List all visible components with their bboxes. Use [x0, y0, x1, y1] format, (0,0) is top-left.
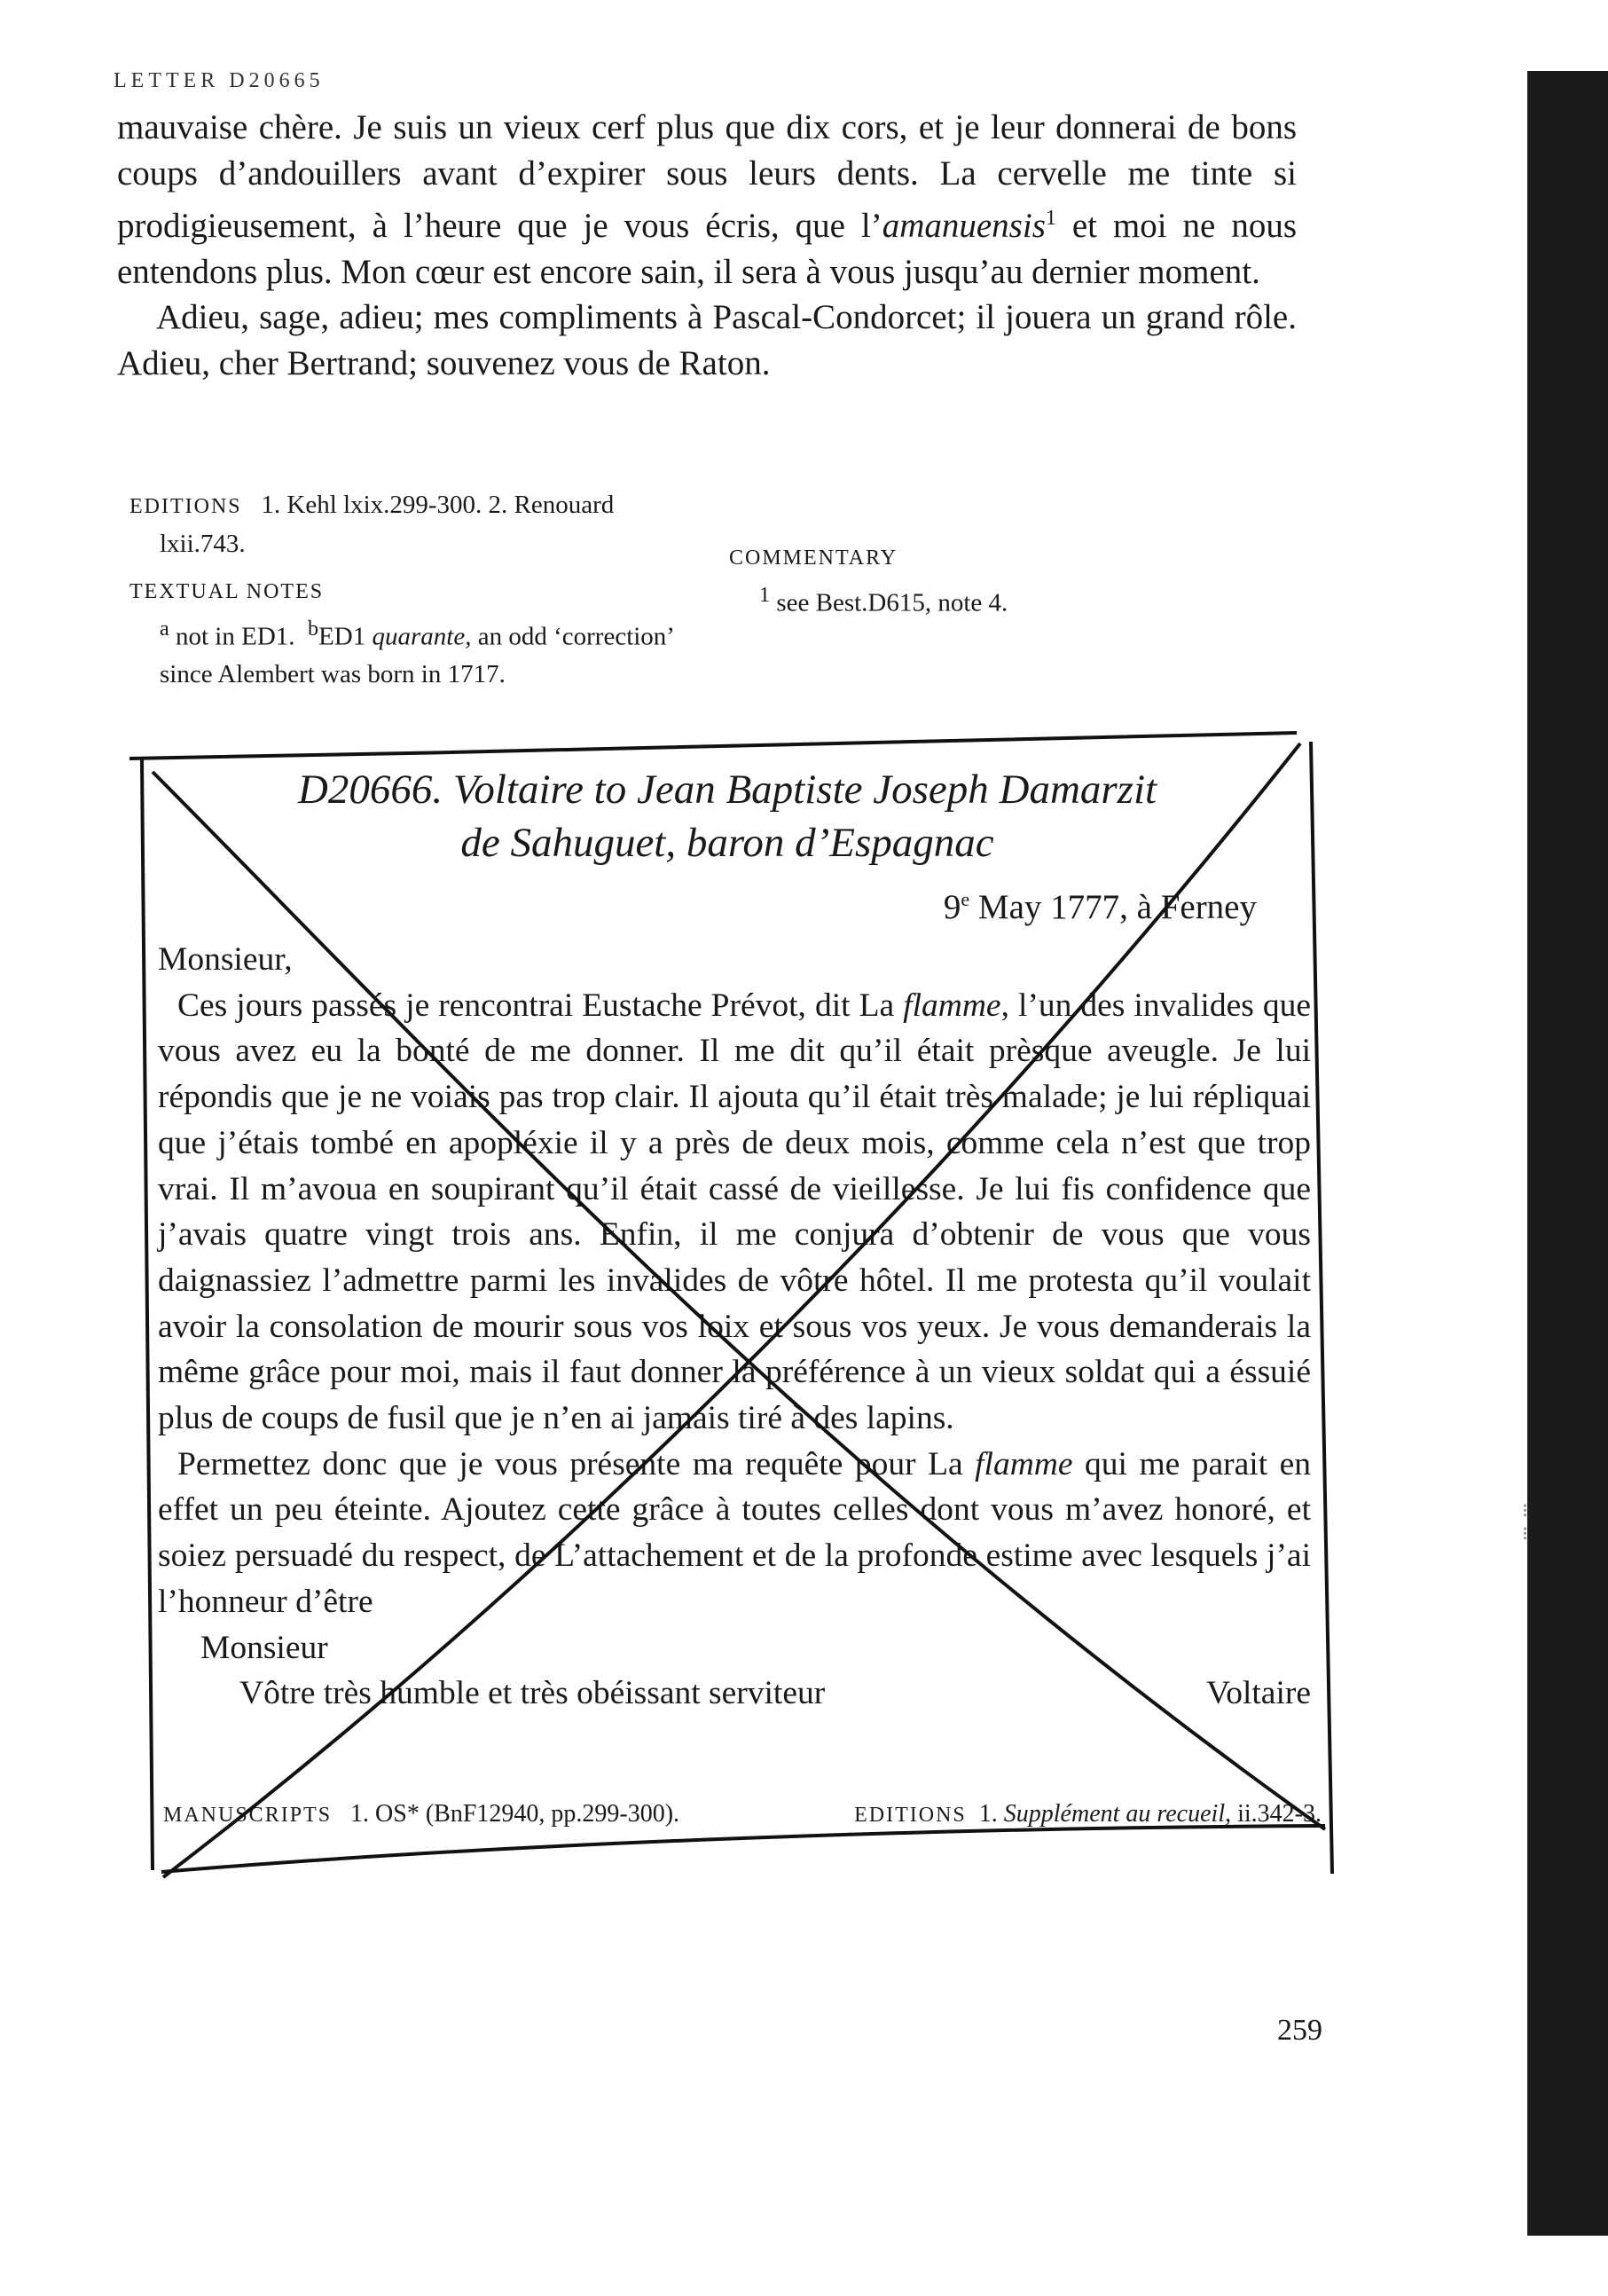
margin-marks: ⁝ ⁝	[1522, 1499, 1528, 1545]
editions-text: 1. Kehl lxix.299-300. 2. Renouard lxii.743.	[160, 491, 615, 558]
textual-notes-heading-line	[129, 571, 697, 610]
editions-heading-2: EDITIONS	[854, 1804, 967, 1827]
editions-note	[129, 486, 697, 562]
manuscript-note	[163, 1796, 1322, 1834]
previous-letter-paragraph	[117, 105, 1297, 295]
letter-title	[142, 763, 1313, 869]
textual-note-a: $^a$ not in ED1. $^b$ED1 quarante, an odd ‘correction’ since Alembert was born in 1717.	[160, 617, 673, 688]
note-marker-a: a	[160, 617, 169, 641]
letter-title-line-2: de Sahuguet, baron d’Espagnac	[460, 820, 994, 866]
previous-letter-paragraph	[117, 295, 1297, 386]
text-run: , l’un des invalides que vous avez eu la bonté de me donner. Il me dit qu’il était prèsque aveugle. Je lui répondis que je ne voiais pas trop clair. Il ajouta qu’il était très malade; je lui répliquai que j’étais tombé en apopléxie il y a près de deux mois, comme cela n’est que trop vrai. Il m’avoua en soupirant qu’il était cassé de vieillesse. Je lui fis confidence que j’avais quatre vingt trois ans. Enfin, il me conjura d’obtenir de vous que vous daignassiez l’admettre parmi les invalides de vôtre hôtel. Il me protesta qu’il voulait avoir la consolation de mourir sous vos loix et sous vos yeux. Je vous demanderais la même grâce pour moi, mais il faut donner la préférence à un vieux soldat qui a éssuié plus de coups de fusil que je n’en ai jamais tiré à des lapins.	[158, 987, 1311, 1437]
box-top-line	[129, 733, 1297, 759]
letter-paragraph	[158, 1442, 1311, 1625]
letter-date: 9e May 1777, à Ferney	[943, 888, 1257, 926]
page-number: 259	[1277, 2014, 1322, 2047]
page-edge-shadow	[1527, 71, 1608, 2236]
footnote-marker: 1	[1045, 207, 1056, 230]
textual-notes-heading: TEXTUAL NOTES	[129, 580, 325, 603]
previous-letter-text	[117, 105, 1297, 386]
italic-term: flamme	[975, 1445, 1073, 1482]
editions-entry: EDITIONS 1. Supplément au recueil, ii.342-3.	[854, 1800, 1322, 1828]
commentary-marker: 1	[759, 583, 771, 607]
letter-salutation: Monsieur,	[158, 941, 293, 978]
notes-right-column	[729, 463, 1297, 622]
italic-term: flamme	[903, 987, 1001, 1024]
note-marker-b: b	[308, 617, 319, 641]
text-run: et moi ne nous entendons plus. Mon cœur est encore sain, il sera à vous jusqu’au dernier moment.	[117, 207, 1297, 291]
editions-heading: EDITIONS	[129, 495, 242, 518]
commentary-note: $^1$ see Best.D615, note 4.	[759, 583, 1008, 617]
manuscripts-entry: MANUSCRIPTS 1. OS* (BnF12940, pp.299-300).	[163, 1800, 680, 1828]
commentary-heading-line	[729, 538, 1297, 577]
letter-closing-address: Monsieur	[200, 1629, 328, 1666]
letter-closing-line	[158, 1671, 1311, 1717]
letter-closing-formula: Vôtre très humble et très obéissant serviteur	[239, 1675, 826, 1712]
letter-signature: Voltaire	[1205, 1675, 1311, 1712]
text-run: Ces jours passés je rencontrai Eustache Prévot, dit La	[177, 987, 904, 1024]
text-run: qui me parait en effet un peu éteinte. Ajoutez cette grâce à toutes celles dont vous m’avez honoré, et soiez persuadé du respect, de L’attachement et de la profonde estime avec lesquels j’ai l’honneur d’être	[158, 1445, 1311, 1620]
text-run: Permettez donc que je vous présente ma requête pour La	[177, 1445, 976, 1482]
text-run: mauvaise chère. Je suis un vieux cerf plus que dix cors, et je leur donnerai de bons coups d’andouillers avant d’expirer sous leurs dents. La cervelle me tinte si prodigieusement, à l’heure que je vous écris, que l’	[117, 108, 1297, 245]
letter-paragraph	[158, 983, 1311, 1442]
box-right-line	[1311, 742, 1332, 1874]
letter-body	[158, 937, 1311, 1717]
text-run: Adieu, sage, adieu; mes compliments à Pascal-Condorcet; il jouera un grand rôle. Adieu, cher Bertrand; souvenez vous de Raton.	[117, 298, 1297, 382]
italic-term: amanuensis	[882, 207, 1046, 245]
manuscripts-heading: MANUSCRIPTS	[163, 1804, 333, 1827]
commentary-heading: COMMENTARY	[729, 546, 898, 570]
notes-left-column	[129, 486, 697, 693]
running-head: LETTER D20665	[114, 69, 325, 92]
box-left-line	[142, 759, 153, 1870]
letter-title-line-1: D20666. Voltaire to Jean Baptiste Joseph Damarzit	[297, 767, 1157, 813]
